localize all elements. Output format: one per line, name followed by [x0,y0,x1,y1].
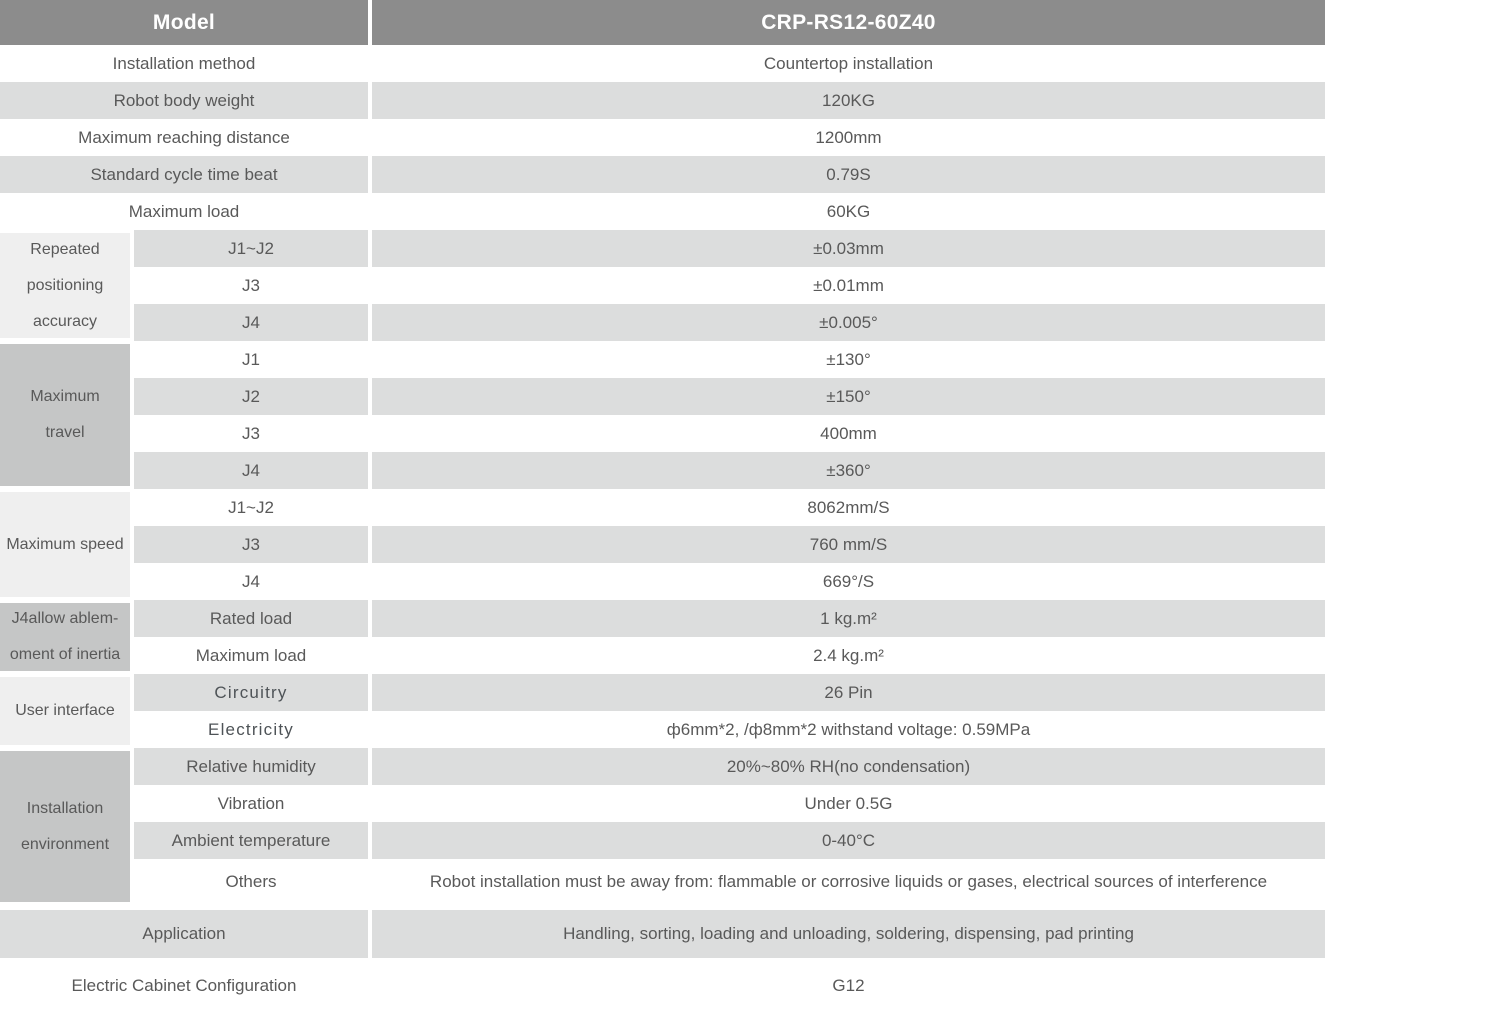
subrow-value: ±0.03mm [372,230,1325,267]
subrow-label: J1 [242,349,260,369]
subrow-label: J1~J2 [228,497,274,517]
subrow-value: 2.4 kg.m² [813,645,884,665]
subrow-value: ф6mm*2, /ф8mm*2 withstand voltage: 0.59MPa [666,719,1031,739]
row-value-robot-body-weight: 120KG [372,82,1325,119]
subrow-value: 0-40°C [372,822,1325,859]
group-label-line: J4allow ablem- [11,610,119,627]
subrow-label: J4 [242,571,260,591]
subrow-label: Electricity [208,719,294,739]
row-label-robot-body-weight: Robot body weight [0,82,368,119]
group-user-interface [0,674,130,748]
subrow-label: Vibration [217,793,285,813]
subrow-value: ±0.005° [372,304,1325,341]
subrow-value: 669°/S [822,571,875,591]
row-value-max-reaching-distance: 1200mm [815,127,882,147]
model-header-cell: Model [0,0,368,45]
group-label-line: positioning [26,276,104,294]
group-label-line: environment [20,835,110,853]
subrow-label: Circuitry [134,674,368,711]
subrow-label: J3 [242,275,260,295]
group-label-line: Maximum speed [6,535,124,553]
row-label-maximum-load: Maximum load [128,201,240,221]
subrow-label: Maximum load [195,645,307,665]
row-value-standard-cycle-time: 0.79S [372,156,1325,193]
subrow-label: J2 [134,378,368,415]
row-value-application: Handling, sorting, loading and unloading, soldering, dispensing, pad printing [372,910,1325,958]
group-repeated-positioning-accuracy [0,230,130,341]
group-installation-environment [0,748,130,905]
subrow-label: J4 [134,452,368,489]
subrow-label: J3 [242,423,260,443]
subrow-value: ±130° [826,349,871,369]
subrow-value: 760 mm/S [372,526,1325,563]
row-label-application: Application [0,910,368,958]
group-label-line: accuracy [32,312,98,330]
subrow-value: 400mm [820,423,877,443]
group-label-line: travel [45,424,85,441]
row-label-electric-cabinet-configuration: Electric Cabinet Configuration [71,976,297,995]
group-maximum-speed [0,489,130,600]
subrow-value: Robot installation must be away from: flammable or corrosive liquids or gases, electrical sources of interference [429,872,1268,891]
subrow-value: Under 0.5G [804,793,893,813]
subrow-label: Ambient temperature [134,822,368,859]
group-label-line: oment of inertia [9,646,121,663]
row-value-electric-cabinet-configuration: G12 [832,976,865,995]
subrow-label: J1~J2 [134,230,368,267]
group-j4-moment-of-inertia [0,600,130,674]
subrow-value: 20%~80% RH(no condensation) [372,748,1325,785]
subrow-label: J3 [134,526,368,563]
group-label-line: User interface [15,702,115,719]
group-label-line: Repeated [30,240,100,258]
row-label-standard-cycle-time: Standard cycle time beat [0,156,368,193]
row-label-installation-method: Installation method [112,53,256,73]
subrow-value: 8062mm/S [807,497,890,517]
model-number-cell: CRP-RS12-60Z40 [372,0,1325,45]
subrow-label: J4 [134,304,368,341]
subrow-value: 26 Pin [372,674,1325,711]
group-label-line: Installation [26,799,104,817]
group-maximum-travel [0,341,130,489]
subrow-value: ±0.01mm [813,275,884,295]
group-label-line: Maximum [30,388,100,405]
row-value-maximum-load: 60KG [826,201,871,221]
subrow-value: ±360° [372,452,1325,489]
row-value-installation-method: Countertop installation [763,53,934,73]
subrow-value: ±150° [372,378,1325,415]
subrow-label: Rated load [134,600,368,637]
subrow-value: 1 kg.m² [372,600,1325,637]
row-label-max-reaching-distance: Maximum reaching distance [78,127,290,147]
subrow-label: Relative humidity [134,748,368,785]
subrow-label: Others [225,872,277,891]
